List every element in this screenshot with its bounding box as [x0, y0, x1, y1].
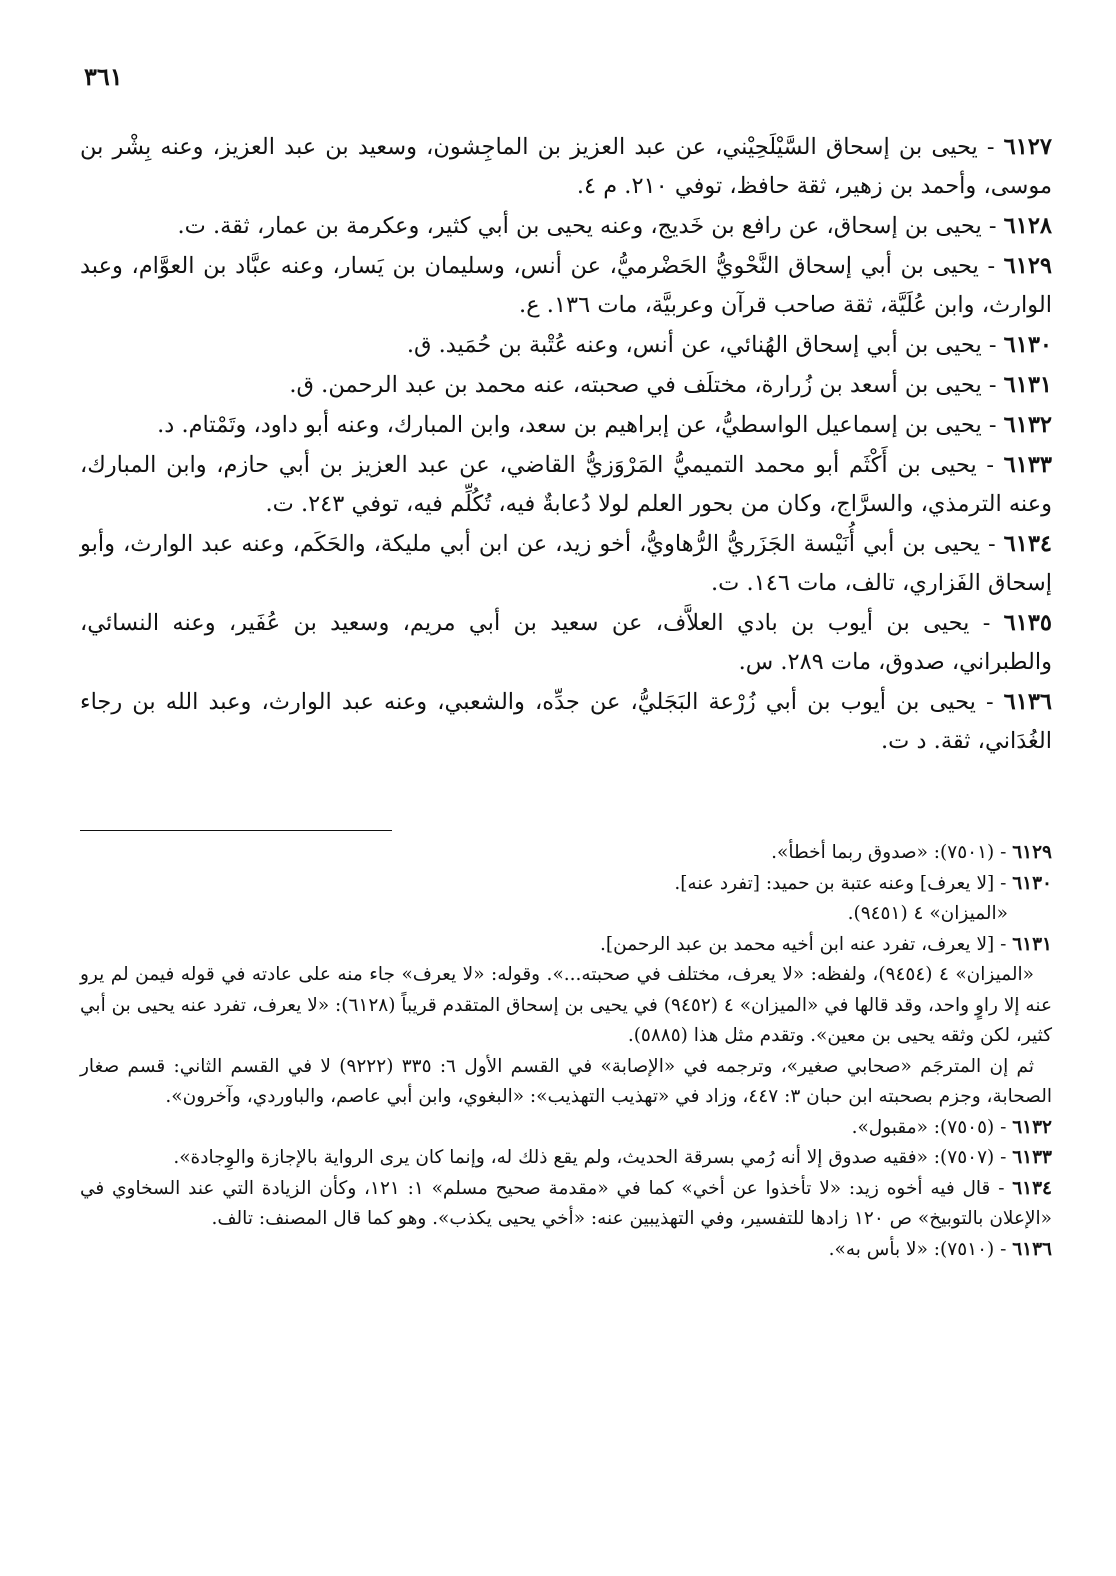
footnote-number: ٦١٣٠ — [1012, 872, 1052, 894]
entry-number: ٦١٣٥ — [1003, 610, 1052, 636]
footnotes — [80, 838, 1052, 1265]
entry-text: يحيى بن أيوب بن بادي العلاَّف، عن سعيد بن أبي مريم، وسعيد بن عُفَير، وعنه النسائي، والطبراني، صدوق، مات ٢٨٩. س. — [80, 610, 1052, 675]
footnote-text: [لا يعرف، تفرد عنه ابن أخيه محمد بن عبد الرحمن]. — [600, 933, 995, 955]
footnote: ٦١٣٢ - (٧٥٠٥): «مقبول». — [851, 1116, 1052, 1138]
footnote: ٦١٢٩ - (٧٥٠١): «صدوق ربما أخطأ». — [771, 842, 1052, 863]
footnote-divider — [80, 830, 392, 831]
entry: ٦١٢٩ - يحيى بن أبي إسحاق النَّحْويُّ الحَضْرميُّ، عن أنس، وسليمان بن يَسار، وعنه عبَّاد بن العوَّام، وعبد الوارث، وابن عُلَيَّة، ثقة صاحب قرآن وعربيَّة، مات ١٣٦. ع. — [80, 253, 1052, 318]
footnote-text: (٧٥٠٧): «فقيه صدوق إلا أنه رُمي بسرقة الحديث، ولم يقع ذلك له، وإنما كان يرى الرواية بالإجازة والوِجادة». — [173, 1147, 995, 1168]
entry-number: ٦١٢٧ — [1003, 134, 1052, 160]
entry: ٦١٣٢ - يحيى بن إسماعيل الواسطيُّ، عن إبراهيم بن سعد، وابن المبارك، وعنه أبو داود، وتَمْتام. د. — [157, 412, 1052, 438]
footnote-number: ٦١٣٤ — [1012, 1177, 1052, 1199]
page-number: ٣٦١ — [84, 62, 123, 91]
footnote-text: (٧٥٠١): «صدوق ربما أخطأ». — [771, 842, 995, 863]
entry-text: يحيى بن أيوب بن أبي زُرْعة البَجَليُّ، عن جدِّه، والشعبي، وعنه عبد الوارث، وعبد الله بن رجاء الغُدَاني، ثقة. د ت. — [80, 689, 1052, 754]
entry: ٦١٢٨ - يحيى بن إسحاق، عن رافع بن خَديج، وعنه يحيى بن أبي كثير، وعكرمة بن عمار، ثقة. ت. — [177, 213, 1052, 239]
entry-number: ٦١٣٦ — [1003, 689, 1052, 715]
footnote-text: [لا يعرف] وعنه عتبة بن حميد: [تفرد عنه]. — [674, 872, 995, 894]
entry: ٦١٣١ - يحيى بن أسعد بن زُرارة، مختلَف في صحبته، عنه محمد بن عبد الرحمن. ق. — [289, 372, 1052, 398]
footnote-number: ٦١٣٦ — [1012, 1238, 1052, 1260]
footnote-number: ٦١٣٢ — [1012, 1116, 1052, 1138]
entry-number: ٦١٣٤ — [1003, 531, 1052, 557]
footnote-number: ٦١٢٩ — [1012, 842, 1052, 863]
footnote: ٦١٣١ - [لا يعرف، تفرد عنه ابن أخيه محمد بن عبد الرحمن]. — [600, 933, 1052, 955]
footnote: ٦١٣٠ - [لا يعرف] وعنه عتبة بن حميد: [تفرد عنه]. — [674, 872, 1052, 894]
footnote-text: (٧٥٠٥): «مقبول». — [851, 1116, 995, 1138]
entry-text: يحيى بن أَكْثَم أبو محمد التميميُّ المَرْوَزيُّ القاضي، عن عبد العزيز بن أبي حازم، وابن المبارك، وعنه الترمذي، والسرَّاج، وكان من بحور العلم لولا دُعابةٌ فيه، تُكُلِّم فيه، توفي ٢٤٣. ت. — [80, 452, 1052, 517]
entry-number: ٦١٢٩ — [1003, 253, 1052, 279]
footnote-text: قال فيه أخوه زيد: «لا تأخذوا عن أخي» كما في «مقدمة صحيح مسلم» ١: ١٢١، وكأن الزيادة التي عند السخاوي في «الإعلان بالتوبيخ» ص ١٢٠ زادها للتفسير، وفي التهذيبين عنه: «أخي يحيى يكذب». وهو كما قال المصنف: تالف. — [80, 1177, 1052, 1229]
entry-text: يحيى بن أبي إسحاق النَّحْويُّ الحَضْرميُّ، عن أنس، وسليمان بن يَسار، وعنه عبَّاد بن العوَّام، وعبد الوارث، وابن عُلَيَّة، ثقة صاحب قرآن وعربيَّة، مات ١٣٦. ع. — [80, 253, 1052, 318]
entry: ٦١٣٠ - يحيى بن أبي إسحاق الهُنائي، عن أنس، وعنه عُتْبة بن حُمَيد. ق. — [406, 332, 1052, 358]
entry-text: يحيى بن أسعد بن زُرارة، مختلَف في صحبته، عنه محمد بن عبد الرحمن. ق. — [289, 372, 982, 398]
entry-number: ٦١٣١ — [1003, 372, 1052, 398]
main-entries — [80, 128, 1052, 762]
footnote: ٦١٣٣ - (٧٥٠٧): «فقيه صدوق إلا أنه رُمي بسرقة الحديث، ولم يقع ذلك له، وإنما كان يرى الرواية بالإجازة والوِجادة». — [173, 1147, 1052, 1168]
entry: ٦١٣٥ - يحيى بن أيوب بن بادي العلاَّف، عن سعيد بن أبي مريم، وسعيد بن عُفَير، وعنه النسائي، والطبراني، صدوق، مات ٢٨٩. س. — [80, 610, 1052, 675]
entry: ٦١٣٤ - يحيى بن أبي أُنَيْسة الجَزَريُّ الرُّهاويُّ، أخو زيد، عن ابن أبي مليكة، والحَكَم، وعنه عبد الوارث، وأبو إسحاق الفَزاري، تالف، مات ١٤٦. ت. — [80, 531, 1052, 596]
entry: ٦١٣٣ - يحيى بن أَكْثَم أبو محمد التميميُّ المَرْوَزيُّ القاضي، عن عبد العزيز بن أبي حازم، وابن المبارك، وعنه الترمذي، والسرَّاج، وكان من بحور العلم لولا دُعابةٌ فيه، تُكُلِّم فيه، توفي ٢٤٣. ت. — [80, 452, 1052, 517]
entry-number: ٦١٣٠ — [1003, 332, 1052, 358]
entry-text: يحيى بن أبي إسحاق الهُنائي، عن أنس، وعنه عُتْبة بن حُمَيد. ق. — [406, 332, 982, 358]
footnote-number: ٦١٣٣ — [1012, 1147, 1052, 1168]
entry: ٦١٢٧ - يحيى بن إسحاق السَّيْلَحِيْني، عن عبد العزيز بن الماجِشون، وسعيد بن عبد العزيز، وعنه بِشْر بن موسى، وأحمد بن زهير، ثقة حافظ، توفي ٢١٠. م ٤. — [80, 134, 1052, 199]
entry-number: ٦١٣٢ — [1003, 412, 1052, 438]
entry-text: يحيى بن أبي أُنَيْسة الجَزَريُّ الرُّهاويُّ، أخو زيد، عن ابن أبي مليكة، والحَكَم، وعنه عبد الوارث، وأبو إسحاق الفَزاري، تالف، مات ١٤٦. ت. — [80, 531, 1052, 596]
footnote-source: «الميزان» ٤ (٩٤٥١). — [847, 903, 1008, 924]
entry: ٦١٣٦ - يحيى بن أيوب بن أبي زُرْعة البَجَليُّ، عن جدِّه، والشعبي، وعنه عبد الوارث، وعبد الله بن رجاء الغُدَاني، ثقة. د ت. — [80, 689, 1052, 754]
entry-text: يحيى بن إسحاق، عن رافع بن خَديج، وعنه يحيى بن أبي كثير، وعكرمة بن عمار، ثقة. ت. — [177, 213, 982, 239]
entry-text: يحيى بن إسماعيل الواسطيُّ، عن إبراهيم بن سعد، وابن المبارك، وعنه أبو داود، وتَمْتام. د. — [157, 412, 982, 438]
footnote-text: (٧٥١٠): «لا بأس به». — [828, 1238, 995, 1260]
entry-number: ٦١٢٨ — [1003, 213, 1052, 239]
footnote-number: ٦١٣١ — [1012, 933, 1052, 955]
footnote-paragraph: ثم إن المترجَم «صحابي صغير»، وترجمه في «الإصابة» في القسم الأول ٦: ٣٣٥ (٩٢٢٢) لا في القسم الثاني: قسم صغار الصحابة، وجزم بصحبته ابن حبان ٣: ٤٤٧، وزاد في «تهذيب التهذيب»: «البغوي، وابن أبي عاصم، والباوردي، وآخرون». — [80, 1055, 1052, 1107]
entry-text: يحيى بن إسحاق السَّيْلَحِيْني، عن عبد العزيز بن الماجِشون، وسعيد بن عبد العزيز، وعنه بِشْر بن موسى، وأحمد بن زهير، ثقة حافظ، توفي ٢١٠. م ٤. — [80, 134, 1052, 199]
footnote: ٦١٣٦ - (٧٥١٠): «لا بأس به». — [828, 1238, 1052, 1260]
footnote: ٦١٣٤ - قال فيه أخوه زيد: «لا تأخذوا عن أخي» كما في «مقدمة صحيح مسلم» ١: ١٢١، وكأن الزيادة التي عند السخاوي في «الإعلان بالتوبيخ» ص ١٢٠ زادها للتفسير، وفي التهذيبين عنه: «أخي يحيى يكذب». وهو كما قال المصنف: تالف. — [80, 1177, 1052, 1229]
footnote-paragraph: «الميزان» ٤ (٩٤٥٤)، ولفظه: «لا يعرف، مختلف في صحبته...». وقوله: «لا يعرف» جاء منه على عادته في قوله فيمن لم يرو عنه إلا راوٍ واحد، وقد قالها في «الميزان» ٤ (٩٤٥٢) في يحيى بن إسحاق المتقدم قريباً (٦١٢٨): «لا يعرف، تفرد عنه يحيى بن أبي كثير، لكن وثقه يحيى بن معين». وتقدم مثل هذا (٥٨٨٥). — [80, 964, 1052, 1046]
entry-number: ٦١٣٣ — [1003, 452, 1052, 478]
